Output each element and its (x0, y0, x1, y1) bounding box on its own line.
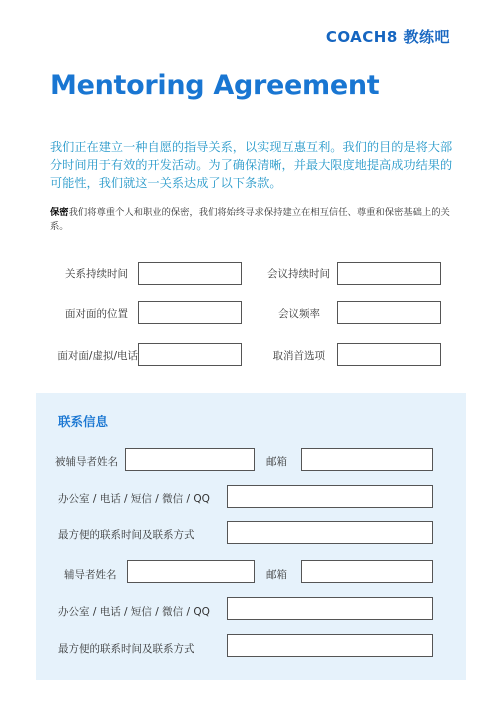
mentee-office-field[interactable] (227, 485, 433, 508)
mentor-name-label: 辅导者姓名 (64, 569, 117, 581)
mentee-name-label: 被辅导者姓名 (55, 456, 118, 468)
mentor-best-time-field[interactable] (227, 634, 433, 657)
privacy-label: 保密 (50, 207, 69, 218)
relationship-duration-field[interactable] (138, 262, 242, 285)
mentee-email-label: 邮箱 (266, 456, 287, 468)
meeting-mode-field[interactable] (138, 343, 242, 366)
mentor-name-field[interactable] (127, 560, 255, 583)
mentor-office-field[interactable] (227, 597, 433, 620)
meeting-duration-field[interactable] (337, 262, 441, 285)
face-location-field[interactable] (138, 301, 242, 324)
contact-title: 联系信息 (58, 414, 109, 429)
mentee-best-time-label: 最方便的联系时间及联系方式 (58, 529, 195, 541)
intro-paragraph: 我们正在建立一种自愿的指导关系，以实现互惠互利。我们的目的是将大部分时间用于有效的开发活动。为了确保清晰，并最大限度地提高成功结果的可能性，我们就这一关系达成了以下条款。 (50, 140, 453, 190)
relationship-duration-label: 关系持续时间 (65, 268, 128, 280)
mentee-email-field[interactable] (301, 448, 433, 471)
meeting-duration-label: 会议持续时间 (267, 268, 330, 280)
cancellation-label: 取消首选项 (272, 350, 325, 362)
meeting-frequency-label: 会议频率 (278, 308, 320, 320)
face-location-label: 面对面的位置 (65, 308, 128, 320)
mentee-office-label: 办公室 / 电话 / 短信 / 微信 / QQ (58, 493, 210, 505)
cancellation-field[interactable] (337, 343, 441, 366)
mentor-email-label: 邮箱 (266, 569, 287, 581)
mentor-office-label: 办公室 / 电话 / 短信 / 微信 / QQ (58, 606, 210, 618)
privacy-text: 我们将尊重个人和职业的保密，我们将始终寻求保持建立在相互信任、尊重和保密基础上的关系。 (50, 207, 450, 232)
meeting-mode-label: 面对面/虚拟/电话 (57, 350, 138, 362)
meeting-frequency-field[interactable] (337, 301, 441, 324)
mentor-email-field[interactable] (301, 560, 433, 583)
page-title: Mentoring Agreement (50, 70, 380, 101)
mentee-name-field[interactable] (125, 448, 255, 471)
privacy-paragraph (50, 206, 460, 234)
brand-logo: COACH8 教练吧 (325, 28, 450, 46)
mentee-best-time-field[interactable] (227, 521, 433, 544)
mentor-best-time-label: 最方便的联系时间及联系方式 (58, 643, 195, 655)
